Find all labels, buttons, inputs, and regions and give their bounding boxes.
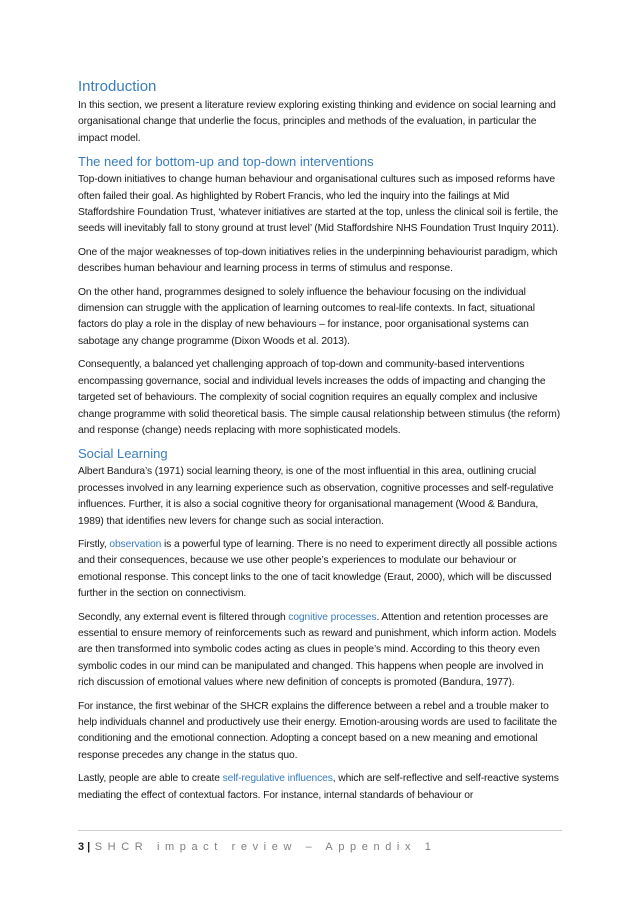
paragraph: On the other hand, programmes designed to solely influence the behaviour focusing on the individual dimension can struggle with the application of learning outcomes to real-life contexts. In fact, situational factors do play a role in the display of new behaviours – for instance, poor organisational systems can sabotage any change programme (Dixon Woods et al. 2013). (78, 286, 535, 347)
paragraph-text: , which are self-reflective and self-reactive systems mediating the effect of contextual factors. For instance, internal standards of behaviour or (78, 773, 559, 801)
paragraph: Albert Bandura’s (1971) social learning theory, is one of the most influential in this area, outlining crucial processes involved in any learning experience such as observation, cognitive processes and self-regulative influences. Further, it is also a social cognitive theory for organisational management (Wood & Bandura, 1989) that identifies new levers for change such as social interaction. (78, 466, 554, 527)
page-number: 3 | (78, 841, 91, 853)
highlight-term: observation (109, 538, 162, 550)
paragraph (78, 537, 562, 603)
paragraph: Top-down initiatives to change human behaviour and organisational cultures such as imposed reforms have often failed their goal. As highlighted by Robert Francis, who led the inquiry into the failings at Mid Staffordshire Foundation Trust, ‘whatever initiatives are started at the top, unless the clinical soil is fertile, the seeds will inevitably fall to stony ground at trust level’ (Mid Staffordshire NHS Foundation Trust Inquiry 2011). (78, 174, 559, 235)
highlight-term: self-regulative influences (222, 773, 333, 785)
footer-title: SHCR impact review – Appendix 1 (94, 841, 437, 853)
page-footer (78, 830, 562, 855)
paragraph: Consequently, a balanced yet challenging approach of top-down and community-based interventions encompassing governance, social and individual levels increases the odds of impacting and changing the targeted set of behaviours. The complexity of social cognition requires an equally complex and inclusive change programme with solid theoretical basis. The simple causal relationship between stimulus (the reform) and response (change) needs replacing with more sophisticated models. (78, 359, 561, 436)
paragraph-text: is a powerful type of learning. There is no need to experiment directly all possible actions and their consequences, because we use other people’s experiences to modulate our behaviour or emotional response. This concept links to the one of tacit knowledge (Eraut, 2000), which will be discussed further in the section on connectivism. (78, 538, 557, 600)
heading-social-learning: Social Learning (78, 446, 168, 462)
paragraph: In this section, we present a literature review exploring existing thinking and evidence on social learning and organisational change that underlie the focus, principles and methods of the evaluation, in particular the impact model. (78, 100, 556, 144)
paragraph-text: Lastly, people are able to create (78, 773, 223, 785)
heading-introduction: Introduction (78, 78, 157, 95)
paragraph: One of the major weaknesses of top-down initiatives relies in the underpinning behaviourist paradigm, which describes human behaviour and learning process in terms of stimulus and response. (78, 246, 558, 275)
heading-need-interventions: The need for bottom-up and top-down interventions (78, 154, 374, 170)
paragraph: For instance, the first webinar of the SHCR explains the difference between a rebel and a trouble maker to help individuals channel and productively use their energy. Emotion-arousing words are used to facilitate the conditioning and the emotional connection. Adopting a concept based on a new meaning and emotional response precedes any change in the status quo. (78, 700, 557, 761)
paragraph-text: Firstly, (78, 538, 110, 550)
paragraph-text: . Attention and retention processes are essential to ensure memory of reinforcements such as reward and punishment, which inform action. Models are then transformed into symbolic codes acting as clues in people’s mind. According to this theory even symbolic codes in our mind can be manipulated and changed. This happens when people are involved in rich discussion of emotional values where new definition of concepts is promoted (Bandura, 1977). (78, 611, 557, 689)
document-body (78, 78, 562, 811)
paragraph-text: Secondly, any external event is filtered through (78, 611, 289, 623)
paragraph (78, 771, 562, 804)
paragraph (78, 610, 562, 692)
highlight-term: cognitive processes (288, 611, 377, 623)
